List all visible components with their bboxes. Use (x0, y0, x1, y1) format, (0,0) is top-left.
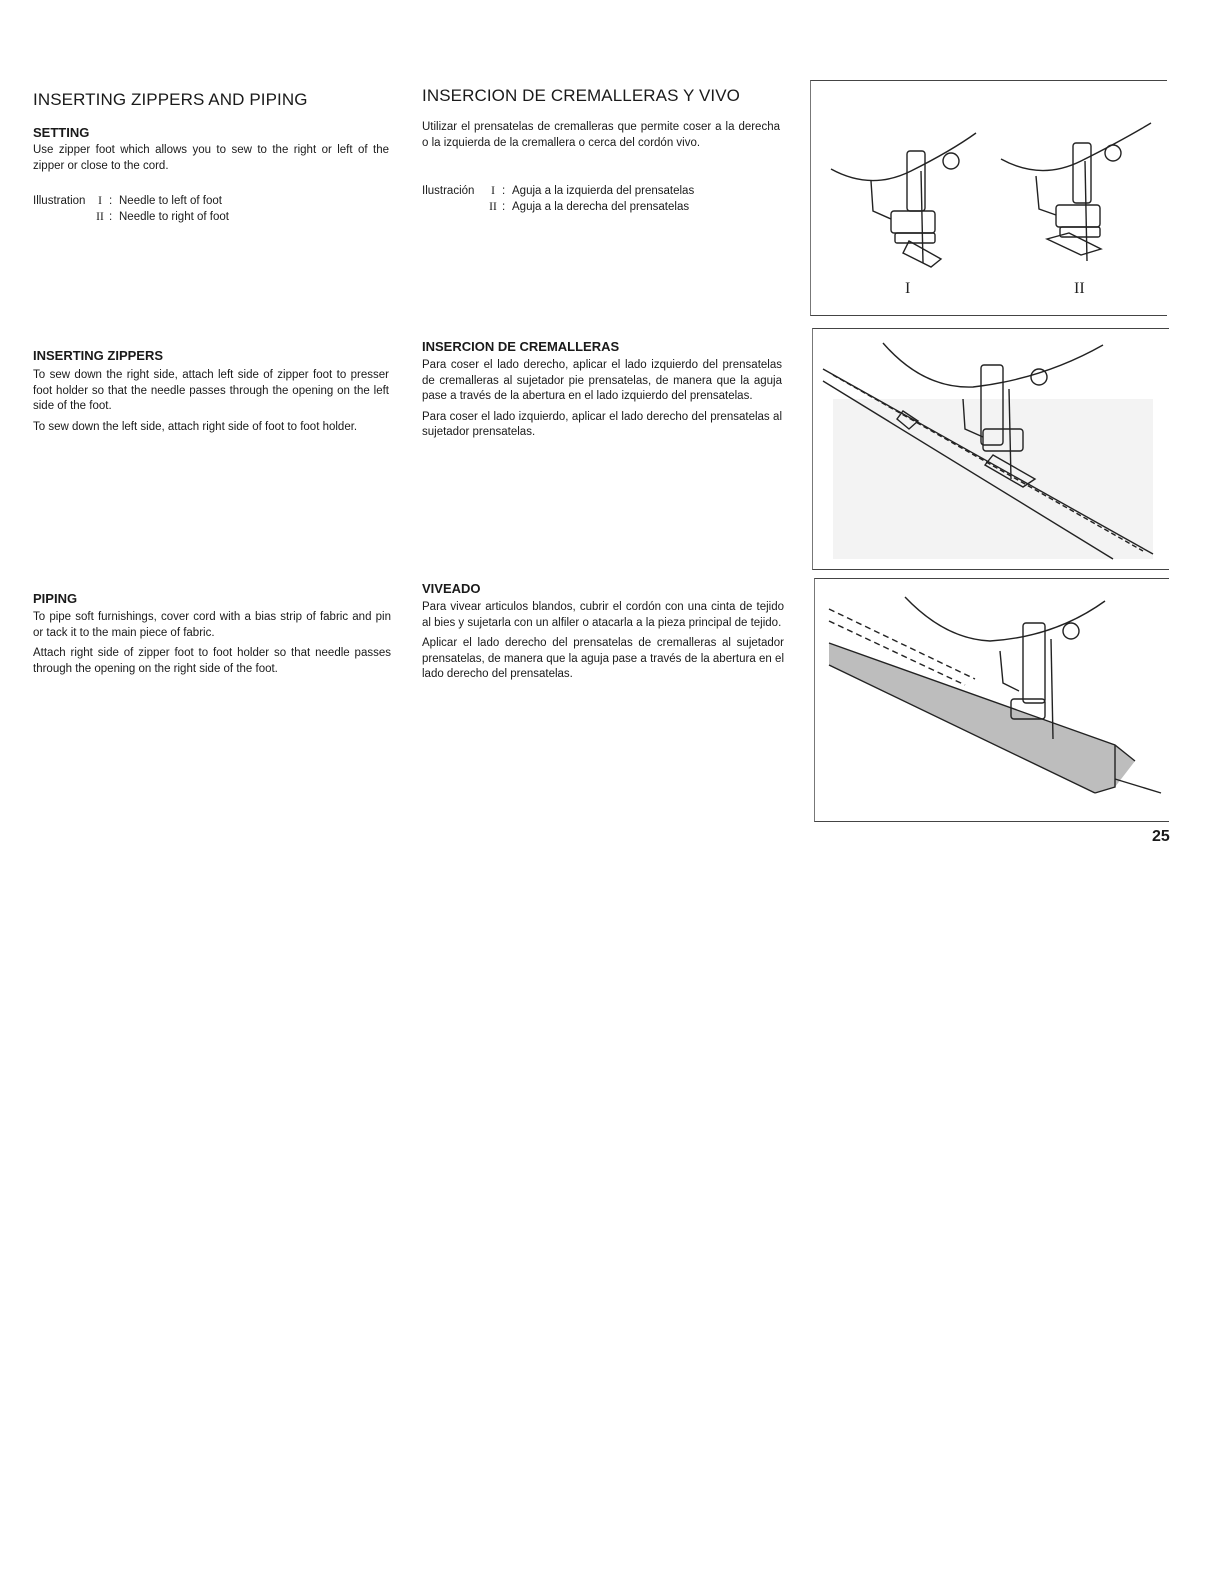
en-zippers-heading: INSERTING ZIPPERS (33, 348, 164, 363)
es-zippers-body (422, 358, 782, 446)
en-zippers-p1: To sew down the right side, attach left side of zipper foot to presser foot holder so that the needle passes through the opening on the left side of the foot. (33, 369, 389, 412)
en-piping-p1: To pipe soft furnishings, cover cord with a bias strip of fabric and pin or tack it to the main piece of fabric. (33, 611, 391, 639)
en-setting-heading: SETTING (33, 125, 90, 140)
en-page-title: INSERTING ZIPPERS AND PIPING (33, 90, 308, 109)
en-legend-item-1: Needle to left of foot (119, 195, 222, 207)
es-piping-p1: Para vivear articulos blandos, cubrir el cordón con una cinta de tejido al bies y sujetarla con un alfiler o atacarla a la pieza principal de tejido. (422, 601, 784, 629)
figure-inserting-zipper (812, 328, 1169, 570)
es-piping-body (422, 600, 784, 688)
figure-label-ii: II (1074, 280, 1085, 297)
en-zippers-p2: To sew down the left side, attach right side of foot to foot holder. (33, 420, 358, 433)
en-illustration-legend: Illustration I : Needle to left of foot II : Needle to right of foot (33, 195, 229, 223)
figure-label-i: I (905, 280, 911, 297)
es-illustration-label: Ilustración (422, 185, 475, 197)
en-legend-item-2: Needle to right of foot (119, 211, 229, 223)
es-legend-item-2: Aguja a la derecha del prensatelas (512, 201, 690, 213)
es-illustration-legend: Ilustración I : Aguja a la izquierda del prensatelas II : Aguja a la derecha del prensatelas (422, 185, 695, 213)
es-zippers-p2: Para coser el lado izquierdo, aplicar el lado derecho del prensatelas al sujetador prensatelas. (422, 410, 782, 438)
es-legend-item-1: Aguja a la izquierda del prensatelas (512, 185, 695, 197)
piping-illustration (815, 579, 1169, 821)
en-setting-text: Use zipper foot which allows you to sew to the right or left of the zipper or close to the cord. (33, 144, 389, 172)
page-number: 25 (1152, 828, 1170, 845)
figure-piping (814, 578, 1169, 822)
en-piping-p2: Attach right side of zipper foot to foot holder so that needle passes through the opening on the right side of the foot. (33, 647, 391, 675)
en-piping-heading: PIPING (33, 591, 78, 606)
es-zippers-p1: Para coser el lado derecho, aplicar el lado izquierdo del prensatelas de cremalleras al sujetador pie prensatelas, de manera que la aguja pase a través de la abertura en el lado izquierdo del prensatelas. (422, 359, 782, 402)
needle-positions-illustration (811, 81, 1167, 315)
zipper-illustration (813, 329, 1169, 569)
figure-needle-positions (810, 80, 1167, 316)
en-piping-body (33, 610, 391, 682)
es-setting-text: Utilizar el prensatelas de cremalleras que permite coser a la derecha o la izquierda de la cremallera o cerca del cordón vivo. (422, 121, 780, 149)
en-illustration-label: Illustration (33, 195, 86, 207)
en-zippers-body (33, 368, 389, 440)
es-page-title: INSERCION DE CREMALLERAS Y VIVO (422, 86, 741, 105)
es-zippers-heading: INSERCION DE CREMALLERAS (422, 339, 620, 354)
es-piping-heading: VIVEADO (422, 581, 481, 596)
es-piping-p2: Aplicar el lado derecho del prensatelas de cremalleras al sujetador prensatelas, de manera que la aguja pase a través de la abertura en el lado derecho del prensatelas. (422, 637, 784, 680)
